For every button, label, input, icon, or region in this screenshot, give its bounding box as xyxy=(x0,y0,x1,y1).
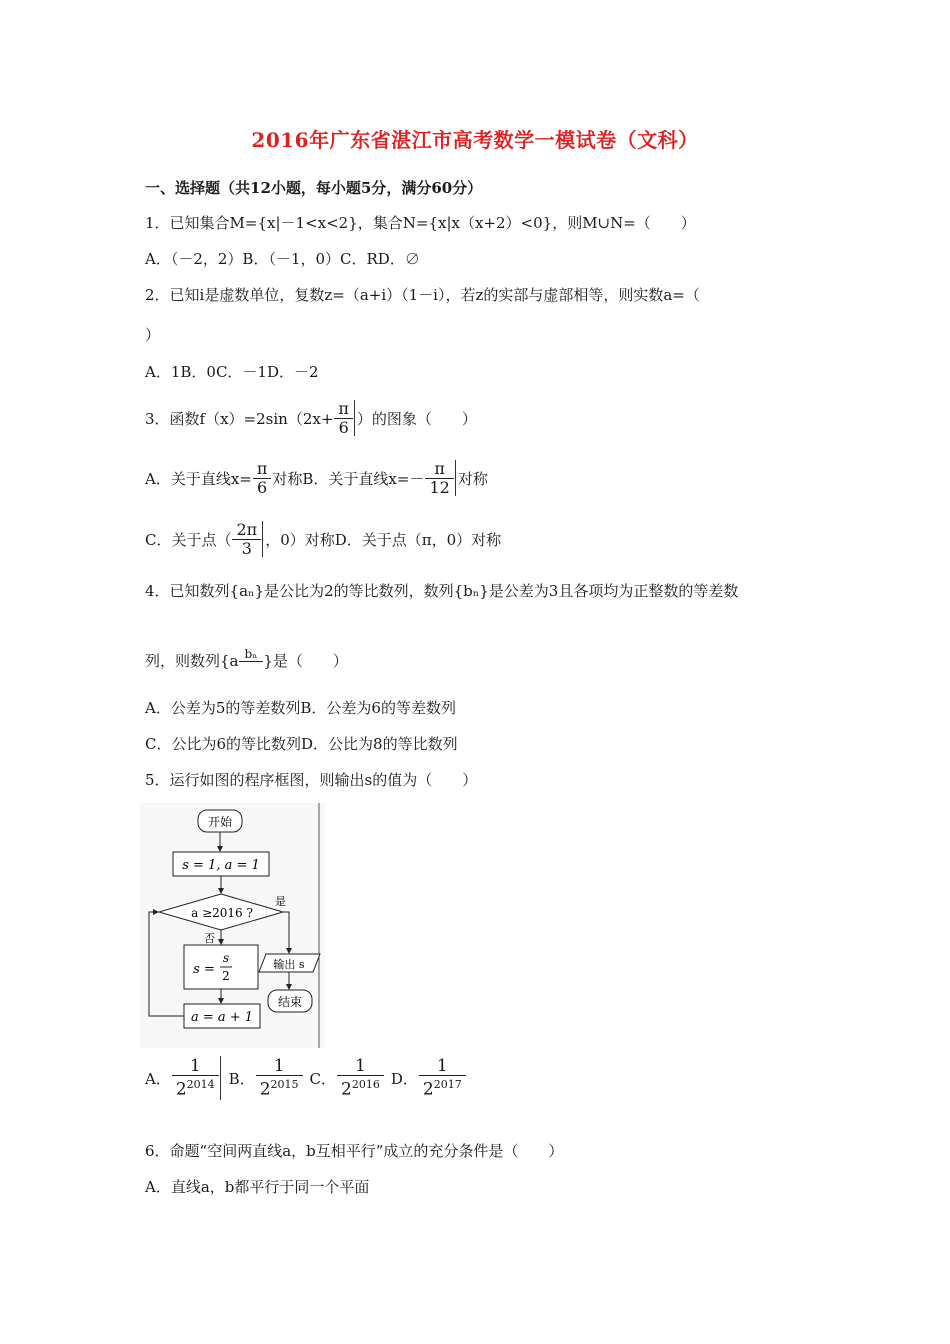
flow-end-label: 结束 xyxy=(277,995,303,1009)
flow-output-label: 输出 s xyxy=(273,958,305,971)
question-3-options-ab xyxy=(145,455,488,501)
q3-opt-b-post: 对称 xyxy=(457,469,488,488)
q5-opt-b-label: B． xyxy=(228,1069,255,1088)
q3-frac-num: π xyxy=(338,398,349,418)
q4-line2-pre: 列，则数列{a xyxy=(145,651,239,670)
flow-inc-label: a = a + 1 xyxy=(190,1010,254,1025)
section-heading: 一、选择题（共12小题，每小题5分，满分60分） xyxy=(145,179,483,197)
q5-opt-b-fraction xyxy=(256,1057,303,1099)
q5-opt-d-den xyxy=(419,1075,466,1099)
q5-opt-a-bar xyxy=(220,1056,221,1100)
flowchart xyxy=(140,803,325,1048)
question-4-line2 xyxy=(145,645,348,675)
q5-opt-b-num: 1 xyxy=(273,1056,285,1077)
q5-opt-c-base: 2 xyxy=(341,1079,352,1100)
q5-opt-d-label: D． xyxy=(390,1069,418,1088)
q4-subscript: bₙ xyxy=(239,647,264,662)
question-1-options: A．（－2，2）B．（－1，0）C．RD．∅ xyxy=(145,250,420,268)
flow-assign-den: 2 xyxy=(222,969,230,983)
page-title: 2016年广东省湛江市高考数学一模试卷（文科） xyxy=(251,128,699,152)
q3-opt-a-pre: A．关于直线x= xyxy=(145,469,252,488)
flow-condition-label: a ≥2016 ? xyxy=(191,906,253,920)
q5-opt-a-num: 1 xyxy=(189,1056,201,1077)
question-5-stem: 5．运行如图的程序框图，则输出s的值为（ ） xyxy=(145,771,478,789)
question-6-stem: 6．命题“空间两直线a，b互相平行”成立的充分条件是（ ） xyxy=(145,1142,564,1160)
q5-opt-d-num: 1 xyxy=(436,1056,448,1077)
flow-yes-label: 是 xyxy=(275,895,286,908)
question-2-stem-end: ） xyxy=(145,326,161,344)
question-3-stem xyxy=(145,396,477,440)
q3-opt-b-bar xyxy=(455,460,456,496)
q3-opt-b-pre: 对称B．关于直线x=－ xyxy=(272,469,425,488)
question-2-stem: 2．已知i是虚数单位，复数z=（a+i）（1－i），若z的实部与虚部相等，则实数a=（ xyxy=(145,286,700,304)
q5-opt-a-fraction xyxy=(172,1057,219,1099)
flow-assign-lhs: s = xyxy=(193,962,215,977)
q3-opt-a-den: 6 xyxy=(253,478,272,497)
q3-opt-a-num: π xyxy=(256,458,268,478)
q3-frac-den: 6 xyxy=(334,418,353,437)
q5-opt-b-den xyxy=(256,1075,303,1099)
question-2-options: A．1B．0C．－1D．－2 xyxy=(145,363,319,381)
q3-opt-b-fraction xyxy=(425,460,453,497)
question-1-stem: 1．已知集合M={x|－1<x<2}，集合N={x|x（x+2）<0}，则M∪N=（ ） xyxy=(145,214,696,232)
question-6-option-a: A．直线a，b都平行于同一个平面 xyxy=(145,1178,370,1196)
q5-opt-c-fraction xyxy=(337,1057,384,1099)
q4-line2-post: }是（ ） xyxy=(263,651,348,670)
q3-fraction xyxy=(334,400,353,437)
question-4-line1: 4．已知数列{aₙ}是公比为2的等比数列，数列{bₙ}是公差为3且各项均为正整数的等差数 xyxy=(145,582,739,600)
flow-no-label: 否 xyxy=(204,932,215,945)
question-4-options-cd: C．公比为6的等比数列D．公比为8的等比数列 xyxy=(145,735,458,753)
q3-opt-c-bar xyxy=(262,521,263,557)
q5-opt-a-label: A． xyxy=(145,1069,171,1088)
flow-assign-num: s xyxy=(222,951,230,965)
q3-opt-c-den: 3 xyxy=(232,539,261,558)
flow-start-label: 开始 xyxy=(207,815,233,829)
q5-opt-a-base: 2 xyxy=(175,1079,187,1100)
question-3-options-cd xyxy=(145,516,501,562)
q3-opt-b-den: 12 xyxy=(425,478,453,497)
q3-bar xyxy=(354,400,355,436)
q5-opt-c-exp: 2016 xyxy=(351,1078,380,1092)
q5-opt-b-exp: 2015 xyxy=(270,1078,299,1092)
question-5-options xyxy=(145,1053,467,1103)
q5-opt-a-exp: 2014 xyxy=(186,1078,215,1092)
q5-opt-c-label: C． xyxy=(309,1069,337,1088)
q3-opt-b-num: π xyxy=(434,458,445,478)
q5-opt-c-den xyxy=(337,1075,384,1099)
q5-opt-d-fraction xyxy=(419,1057,466,1099)
q3-opt-c-fraction xyxy=(232,521,261,558)
q3-stem-post: ）的图象（ ） xyxy=(356,409,477,428)
q5-opt-d-exp: 2017 xyxy=(433,1078,462,1092)
q5-opt-c-num: 1 xyxy=(355,1056,366,1077)
q3-stem-pre: 3．函数f（x）=2sin（2x+ xyxy=(145,409,334,428)
q5-opt-b-base: 2 xyxy=(259,1079,271,1100)
q3-opt-c-post: ，0）对称D．关于点（π，0）对称 xyxy=(265,530,502,549)
q5-opt-d-base: 2 xyxy=(422,1079,434,1100)
flow-init-label: s = 1, a = 1 xyxy=(182,858,260,873)
q3-opt-c-pre: C．关于点（ xyxy=(145,530,232,549)
question-4-options-ab: A．公差为5的等差数列B．公差为6的等差数列 xyxy=(145,699,456,717)
q3-opt-c-num: 2π xyxy=(236,519,258,539)
q5-opt-a-den xyxy=(172,1075,219,1099)
q3-opt-a-fraction xyxy=(253,460,272,497)
